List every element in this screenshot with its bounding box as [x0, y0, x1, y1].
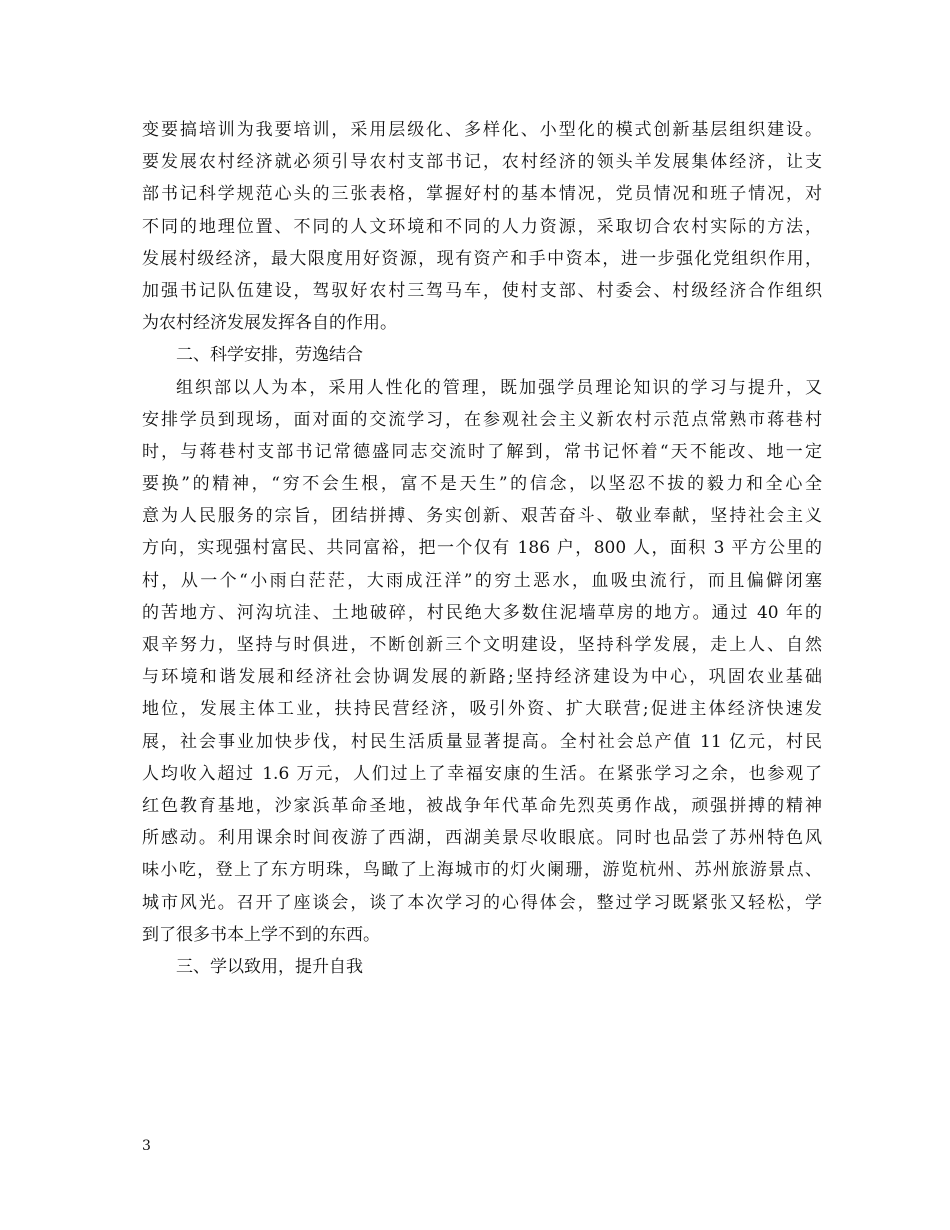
text-line: 展，社会事业加快步伐，村民生活质量显著提高。全村社会总产值 11 亿元，村民: [142, 731, 822, 752]
text-line: 发展村级经济，最大限度用好资源，现有资产和手中资本，进一步强化党组织作用，: [142, 248, 822, 269]
text-line: 与环境和谐发展和经济社会协调发展的新路;坚持经济建设为中心，巩固农业基础: [142, 667, 822, 688]
heading-text: 三、学以致用，提升自我: [176, 956, 363, 977]
text-line: 到了很多书本上学不到的东西。: [142, 924, 380, 945]
text-line: 为农村经济发展发挥各自的作用。: [142, 313, 397, 334]
text-line: 城市风光。召开了座谈会，谈了本次学习的心得体会，整过学习既紧张又轻松，学: [142, 892, 822, 913]
text-line: 部书记科学规范心头的三张表格，掌握好村的基本情况，党员情况和班子情况，对: [142, 184, 822, 205]
text-line: 要发展农村经济就必须引导农村支部书记，农村经济的领头羊发展集体经济，让支: [142, 152, 822, 173]
text-line: 味小吃，登上了东方明珠，鸟瞰了上海城市的灯火阑珊，游览杭州、苏州旅游景点、: [142, 860, 822, 881]
text-line: 红色教育基地，沙家浜革命圣地，被战争年代革命先烈英勇作战，顽强拼搏的精神: [142, 795, 822, 816]
section-heading: [142, 339, 822, 371]
text-line: 村，从一个“小雨白茫茫，大雨成汪洋”的穷土恶水，血吸虫流行，而且偏僻闭塞: [142, 570, 822, 591]
text-line: 变要搞培训为我要培训，采用层级化、多样化、小型化的模式创新基层组织建设。: [142, 120, 822, 140]
text-line: 要换”的精神，“穷不会生根，富不是天生”的信念，以坚忍不拔的毅力和全心全: [142, 474, 822, 495]
text-line: 的苦地方、河沟坑洼、土地破碎，村民绝大多数住泥墙草房的地方。通过 40 年的: [142, 602, 822, 623]
body-paragraph: [142, 372, 822, 951]
text-line: 方向，实现强村富民、共同富裕，把一个仅有 186 户，800 人，面积 3 平方公里的: [142, 538, 822, 559]
text-line: 意为人民服务的宗旨，团结拼搏、务实创新、艰苦奋斗、敬业奉献，坚持社会主义: [142, 506, 822, 527]
text-line: 加强书记队伍建设，驾驭好农村三驾马车，使村支部、村委会、村级经济合作组织: [142, 280, 822, 301]
text-line: 所感动。利用课余时间夜游了西湖，西湖美景尽收眼底。同时也品尝了苏州特色风: [142, 828, 822, 849]
text-line: 不同的地理位置、不同的人文环境和不同的人力资源，采取切合农村实际的方法，: [142, 216, 822, 237]
text-line: 地位，发展主体工业，扶持民营经济，吸引外资、扩大联营;促进主体经济快速发: [142, 699, 822, 720]
body-paragraph: [142, 114, 822, 339]
heading-text: 二、科学安排，劳逸结合: [176, 345, 363, 366]
text-line: 艰辛努力，坚持与时俱进，不断创新三个文明建设，坚持科学发展，走上人、自然: [142, 635, 822, 655]
page-number: 3: [142, 1138, 151, 1154]
text-line: 人均收入超过 1.6 万元，人们过上了幸福安康的生活。在紧张学习之余，也参观了: [142, 763, 822, 784]
text-line: 组织部以人为本，采用人性化的管理，既加强学员理论知识的学习与提升，又: [176, 377, 822, 398]
document-body: [142, 114, 822, 983]
section-heading: [142, 951, 822, 983]
text-line: 安排学员到现场，面对面的交流学习，在参观社会主义新农村示范点常熟市蒋巷村: [142, 409, 822, 430]
text-line: 时，与蒋巷村支部书记常德盛同志交流时了解到，常书记怀着“天不能改、地一定: [142, 441, 822, 462]
